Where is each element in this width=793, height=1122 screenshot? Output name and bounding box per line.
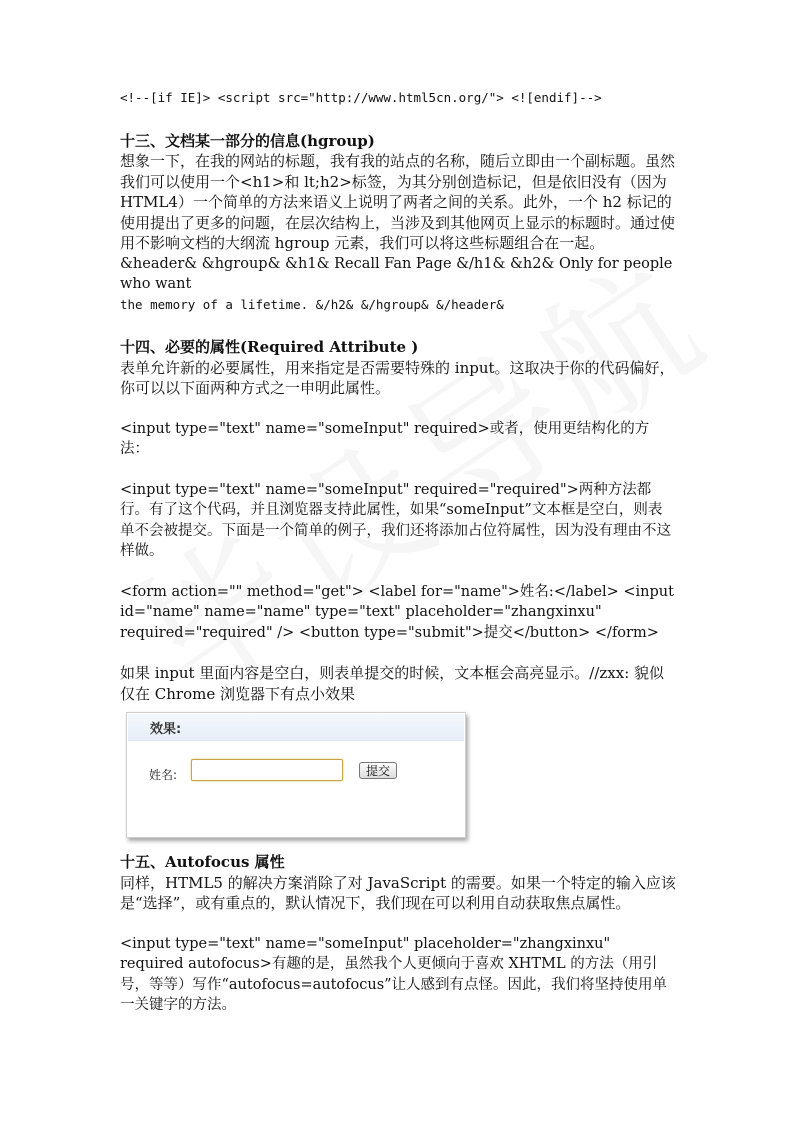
conditional-comment-code: <!--[if IE]> <script src="http://www.html5cn.org/"> <![endif]--> xyxy=(120,90,602,105)
document-page xyxy=(120,88,676,1016)
section-14-heading: 十四、必要的属性(Required Attribute ) xyxy=(120,338,419,356)
section-13-code-line-2: the memory of a lifetime. &/h2& &/hgroup& &/header& xyxy=(120,296,504,312)
section-14-example-2: <input type="text" name="someInput" required="required">两种方法都行。有了这个代码，并且浏览器支持此属性，如果“someInput”文本框是空白，则表单不会被提交。下面是一个简单的例子，我们还将添加占位符属性，因为没有理由不这样做。 xyxy=(120,481,671,559)
demo-title: 效果: xyxy=(150,722,182,737)
section-14-body: 表单允许新的必要属性，用来指定是否需要特殊的 input。这取决于你的代码偏好，你可以以下面两种方式之一申明此属性。 xyxy=(120,358,675,397)
demo-header xyxy=(128,714,464,741)
section-14-form-code: <form action="" method="get"> <label for="name">姓名:</label> <input id="name" name="name" type="text" placeholder="zhangxinxu" required="required" /> <button type="submit">提交</button> </form> xyxy=(120,583,674,641)
section-14-example-1: <input type="text" name="someInput" required>或者，使用更结构化的方法： xyxy=(120,420,650,457)
section-15-heading: 十五、Autofocus 属性 xyxy=(120,853,285,871)
section-14-note: 如果 input 里面内容是空白，则表单提交的时候，文本框会高亮显示。//zxx: 貌似仅在 Chrome 浏览器下有点小效果 xyxy=(120,664,665,703)
demo-name-input[interactable] xyxy=(191,759,343,781)
demo-name-label: 姓名: xyxy=(149,768,178,782)
demo-box xyxy=(126,712,466,838)
section-15-example: <input type="text" name="someInput" placeholder="zhangxinxu" required autofocus>有趣的是，虽然我个人更倾向于喜欢 XHTML 的方法（用引号，等等）写作“autofocus=autofocus”让人感到有点怪。因此，我们将坚持使用单一关键字的方法。 xyxy=(120,935,668,1013)
demo-submit-button[interactable]: 提交 xyxy=(359,762,397,779)
section-15-body: 同样，HTML5 的解决方案消除了对 JavaScript 的需要。如果一个特定的输入应该是“选择”，或有重点的，默认情况下，我们现在可以利用自动获取焦点属性。 xyxy=(120,873,676,912)
section-13-code-line-1: &header& &hgroup& &h1& Recall Fan Page &/h1& &h2& Only for people who want xyxy=(120,255,673,292)
section-13-body: 想象一下，在我的网站的标题，我有我的站点的名称，随后立即由一个副标题。虽然我们可以使用一个<h1>和 lt;h2>标签，为其分别创造标记，但是依旧没有（因为 HTML4）一个简单的方法来语义上说明了两者之间的关系。此外，一个 h2 标记的使用提出了更多的问题，在层次结构上，当涉及到其他网页上显示的标题时。通过使用不影响文档的大纲流 hgroup 元素，我们可以将这些标题组合在一起。 xyxy=(120,152,676,252)
section-13-heading: 十三、文档某一部分的信息(hgroup) xyxy=(120,131,375,150)
